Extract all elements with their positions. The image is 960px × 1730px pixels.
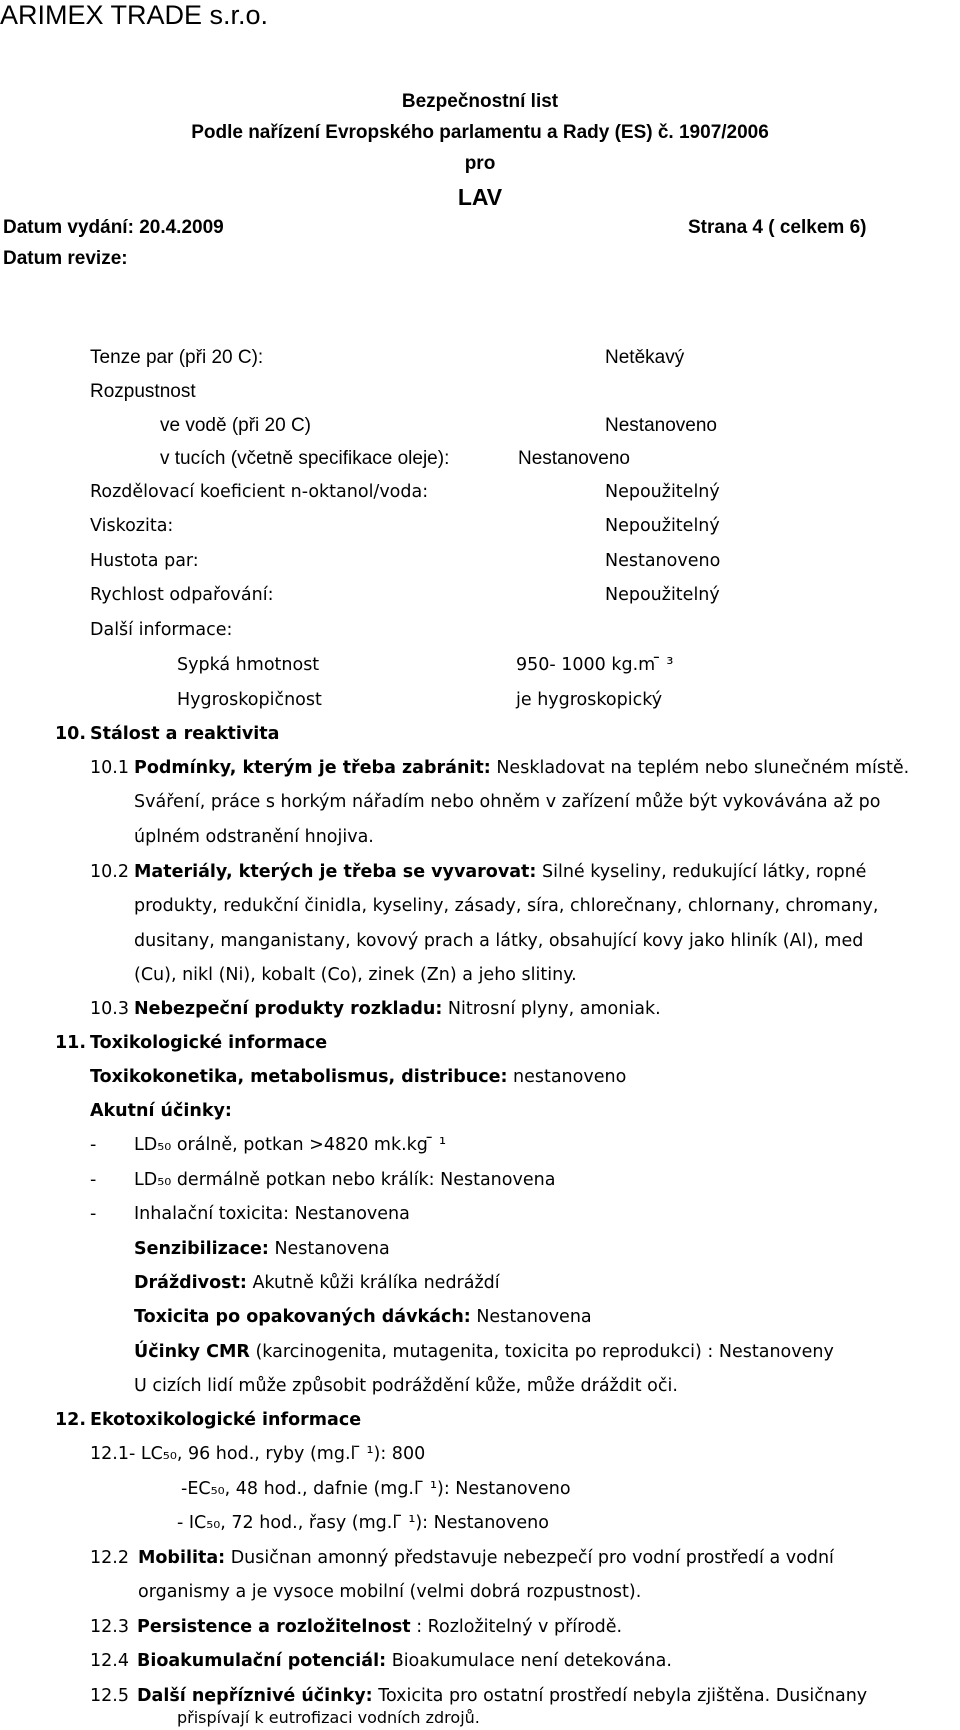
item-10-1-text: Podmínky, kterým je třeba zabránit: Neskladovat na teplém nebo slunečném místě. [134, 758, 910, 778]
section-12-title: Ekotoxikologické informace [90, 1410, 362, 1430]
page-number: Strana 4 ( celkem 6) [688, 217, 867, 238]
fat-solubility-value: Nestanoveno [518, 448, 630, 469]
item-12-3-text: Persistence a rozložitelnost : Rozložitelný v přírodě. [137, 1617, 623, 1637]
item-12-5-number: 12.5 [90, 1686, 129, 1706]
item-10-1-number: 10.1 [90, 758, 129, 778]
ec50-daphnia: -EC₅₀, 48 hod., dafnie (mg.l ̄ ¹): Nestanoveno [181, 1479, 571, 1499]
section-12-number: 12. [55, 1410, 87, 1430]
item-10-2-line3: dusitany, manganistany, kovový prach a látky, obsahující kovy jako hliník (Al), med [134, 931, 864, 951]
product-name: LAV [457, 184, 503, 210]
section-11-number: 11. [55, 1033, 87, 1053]
toxicokinetics: Toxikokonetika, metabolismus, distribuce: nestanoveno [90, 1067, 627, 1087]
section-10-title: Stálost a reaktivita [90, 724, 280, 744]
irritation: Dráždivost: Akutně kůži králíka nedráždí [134, 1273, 500, 1293]
item-12-4-text: Bioakumulační potenciál: Bioakumulace není detekována. [137, 1651, 672, 1671]
inhalation-toxicity: Inhalační toxicita: Nestanovena [134, 1204, 410, 1224]
item-10-2-text: Materiály, kterých je třeba se vyvarovat: Silné kyseliny, redukující látky, ropné [134, 862, 867, 882]
partition-coefficient-label: Rozdělovací koeficient n-oktanol/voda: [90, 482, 429, 502]
repeated-dose-toxicity: Toxicita po opakovaných dávkách: Nestanovena [134, 1307, 592, 1327]
item-10-1-line2: Sváření, práce s horkým nářadím nebo ohněm v zařízení může být vykovávána až po [134, 792, 881, 812]
item-12-3-number: 12.3 [90, 1617, 129, 1637]
fat-solubility-label: v tucích (včetně specifikace oleje): [160, 448, 450, 469]
partition-coefficient-value: Nepoužitelný [605, 482, 720, 502]
doc-regulation: Podle nařízení Evropského parlamentu a Rady (ES) č. 1907/2006 [191, 122, 769, 143]
item-10-1-line3: úplném odstranění hnojiva. [134, 827, 374, 847]
issue-date: Datum vydání: 20.4.2009 [3, 217, 224, 238]
item-10-2-number: 10.2 [90, 862, 129, 882]
bulk-density-value: 950- 1000 kg.m ̄ ³ [516, 655, 674, 675]
ld50-oral: LD₅₀ orálně, potkan >4820 mk.kg ̄ ¹ [134, 1135, 447, 1155]
section-10-number: 10. [55, 724, 87, 744]
viscosity-value: Nepoužitelný [605, 516, 720, 536]
item-10-2-line4: (Cu), nikl (Ni), kobalt (Co), zinek (Zn) a jeho slitiny. [134, 965, 577, 985]
item-12-5-line2: přispívají k eutrofizaci vodních zdrojů. [177, 1708, 480, 1727]
hygroscopicity-value: je hygroskopický [516, 690, 663, 710]
water-solubility-value: Nestanoveno [605, 415, 717, 436]
vapour-pressure-value: Netěkavý [605, 347, 685, 368]
bullet-dash: - [90, 1135, 97, 1155]
section-11-title: Toxikologické informace [90, 1033, 328, 1053]
cmr-effects: Účinky CMR (karcinogenita, mutagenita, toxicita po reprodukci) : Nestanoveny [134, 1342, 834, 1362]
item-10-3-number: 10.3 [90, 999, 129, 1019]
sensitization: Senzibilizace: Nestanovena [134, 1239, 390, 1259]
vapour-pressure-label: Tenze par (při 20 C): [90, 347, 264, 368]
viscosity-label: Viskozita: [90, 516, 174, 536]
ld50-dermal: LD₅₀ dermálně potkan nebo králík: Nestanovena [134, 1170, 556, 1190]
ic50-algae: - IC₅₀, 72 hod., řasy (mg.l ̄ ¹): Nestanoveno [177, 1513, 549, 1533]
lc50-fish: 12.1- LC₅₀, 96 hod., ryby (mg.l ̄ ¹): 800 [90, 1444, 426, 1464]
irritation-note: U cizích lidí může způsobit podráždění kůže, může dráždit oči. [134, 1376, 678, 1396]
doc-title: Bezpečnostní list [401, 91, 559, 112]
bulk-density-label: Sypká hmotnost [177, 655, 320, 675]
bullet-dash: - [90, 1204, 97, 1224]
acute-effects-heading: Akutní účinky: [90, 1101, 232, 1121]
item-12-4-number: 12.4 [90, 1651, 129, 1671]
hygroscopicity-label: Hygroskopičnost [177, 690, 322, 710]
item-12-2-text: Mobilita: Dusičnan amonný představuje nebezpečí pro vodní prostředí a vodní [138, 1548, 834, 1568]
bullet-dash: - [90, 1170, 97, 1190]
evaporation-rate-label: Rychlost odpařování: [90, 585, 274, 605]
vapour-density-label: Hustota par: [90, 551, 199, 571]
solubility-label: Rozpustnost [90, 381, 196, 402]
item-12-2-number: 12.2 [90, 1548, 129, 1568]
item-12-2-line2: organismy a je vysoce mobilní (velmi dobrá rozpustnost). [138, 1582, 642, 1602]
evaporation-rate-value: Nepoužitelný [605, 585, 720, 605]
item-10-3-text: Nebezpeční produkty rozkladu: Nitrosní plyny, amoniak. [134, 999, 661, 1019]
vapour-density-value: Nestanoveno [605, 551, 721, 571]
doc-pro: pro [464, 153, 496, 174]
revision-date: Datum revize: [3, 248, 128, 269]
company-name: ARIMEX TRADE s.r.o. [0, 0, 269, 30]
item-12-5-text: Další nepříznivé účinky: Toxicita pro ostatní prostředí nebyla zjištěna. Dusičnany [137, 1686, 868, 1706]
item-10-2-line2: produkty, redukční činidla, kyseliny, zásady, síra, chlorečnany, chlornany, chromany, [134, 896, 879, 916]
water-solubility-label: ve vodě (při 20 C) [160, 415, 312, 436]
other-info-label: Další informace: [90, 620, 233, 640]
